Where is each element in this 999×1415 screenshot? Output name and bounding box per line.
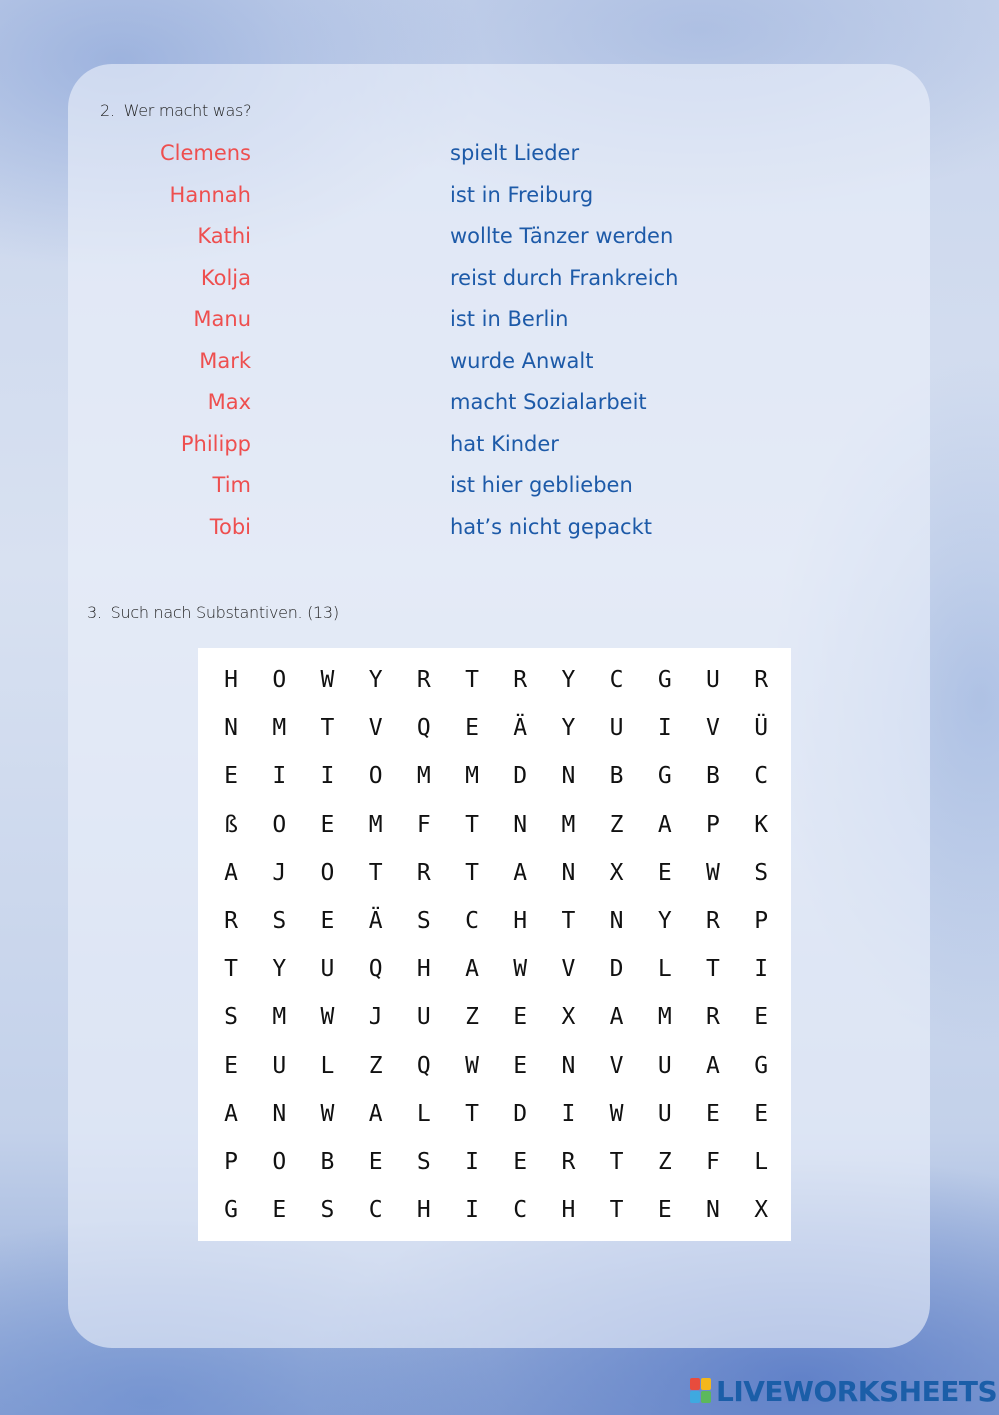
name-item[interactable]: Kolja	[200, 265, 251, 290]
grid-letter[interactable]: A	[609, 1004, 624, 1031]
grid-letter[interactable]: T	[224, 956, 239, 983]
grid-letter[interactable]: T	[609, 1148, 624, 1175]
grid-letter[interactable]: N	[224, 715, 239, 742]
grid-letter[interactable]: U	[272, 1052, 287, 1079]
grid-letter[interactable]: B	[609, 763, 624, 790]
grid-letter[interactable]: A	[513, 859, 528, 886]
grid-row	[207, 1186, 785, 1234]
activities-column	[450, 137, 850, 552]
grid-letter[interactable]: I	[657, 715, 672, 742]
grid-letter[interactable]: W	[465, 1052, 479, 1079]
grid-letter[interactable]: H	[513, 908, 528, 935]
grid-letter[interactable]: W	[513, 956, 528, 983]
grid-letter[interactable]: O	[272, 667, 287, 694]
grid-letter[interactable]: S	[224, 1004, 239, 1031]
grid-letter[interactable]: S	[416, 908, 431, 935]
grid-letter[interactable]: E	[754, 1100, 769, 1127]
grid-letter[interactable]: E	[224, 1052, 239, 1079]
grid-letter[interactable]: T	[465, 859, 479, 886]
grid-letter[interactable]: N	[706, 1197, 720, 1224]
grid-letter[interactable]: T	[465, 667, 479, 694]
grid-letter[interactable]: M	[272, 715, 287, 742]
activity-item[interactable]: spielt Lieder	[450, 141, 580, 165]
grid-letter[interactable]: S	[272, 908, 287, 935]
grid-letter[interactable]: Z	[609, 811, 624, 838]
grid-letter[interactable]: Y	[657, 908, 672, 935]
exercise-2-number: 2.	[100, 101, 115, 120]
grid-letter[interactable]: T	[465, 1100, 479, 1127]
grid-letter[interactable]: U	[416, 1004, 431, 1031]
grid-letter[interactable]: P	[706, 811, 720, 838]
grid-letter[interactable]: W	[609, 1100, 624, 1127]
grid-letter[interactable]: E	[465, 715, 479, 742]
grid-letter[interactable]: M	[465, 763, 479, 790]
logo-text: LIVEWORKSHEETS	[716, 1374, 998, 1408]
grid-letter[interactable]: U	[657, 1100, 672, 1127]
grid-letter[interactable]: X	[561, 1004, 576, 1031]
grid-letter[interactable]: I	[465, 1148, 479, 1175]
name-item[interactable]: Hannah	[169, 182, 251, 207]
grid-letter[interactable]: Q	[416, 715, 431, 742]
grid-row	[207, 752, 785, 800]
grid-letter[interactable]: T	[368, 859, 383, 886]
grid-letter[interactable]: V	[368, 715, 383, 742]
grid-letter[interactable]: ß	[224, 811, 239, 838]
grid-letter[interactable]: J	[368, 1004, 383, 1031]
grid-letter[interactable]: Z	[465, 1004, 479, 1031]
grid-letter[interactable]: C	[754, 763, 769, 790]
name-item[interactable]: Kathi	[197, 224, 251, 248]
grid-letter[interactable]: H	[416, 956, 431, 983]
grid-letter[interactable]: G	[657, 763, 672, 790]
grid-letter[interactable]: V	[609, 1052, 624, 1079]
grid-letter[interactable]: W	[320, 667, 335, 694]
grid-letter[interactable]: T	[561, 908, 576, 935]
grid-letter[interactable]: E	[320, 908, 335, 935]
name-item[interactable]: Tim	[212, 473, 251, 497]
grid-letter[interactable]: L	[657, 956, 672, 983]
grid-row	[207, 945, 785, 993]
grid-letter[interactable]: Y	[561, 715, 576, 742]
grid-letter[interactable]: N	[561, 763, 576, 790]
grid-letter[interactable]: J	[272, 859, 287, 886]
grid-letter[interactable]: R	[416, 667, 431, 694]
grid-letter[interactable]: W	[320, 1100, 335, 1127]
grid-letter[interactable]: S	[754, 859, 769, 886]
grid-letter[interactable]: E	[706, 1100, 720, 1127]
grid-letter[interactable]: R	[706, 1004, 720, 1031]
grid-letter[interactable]: M	[368, 811, 383, 838]
grid-letter[interactable]: G	[657, 667, 672, 694]
grid-letter[interactable]: I	[561, 1100, 576, 1127]
grid-letter[interactable]: L	[754, 1148, 769, 1175]
grid-letter[interactable]: I	[465, 1197, 479, 1224]
grid-letter[interactable]: F	[706, 1148, 720, 1175]
grid-letter[interactable]: P	[224, 1148, 239, 1175]
exercise-2-title: Wer macht was?	[123, 101, 252, 120]
word-search-grid	[198, 648, 791, 1241]
grid-letter[interactable]: V	[561, 956, 576, 983]
grid-letter[interactable]: R	[561, 1148, 576, 1175]
grid-letter[interactable]: Z	[368, 1052, 383, 1079]
grid-letter[interactable]: S	[416, 1148, 431, 1175]
grid-letter[interactable]: N	[561, 859, 576, 886]
grid-letter[interactable]: T	[465, 811, 479, 838]
grid-letter[interactable]: E	[272, 1197, 287, 1224]
grid-letter[interactable]: R	[706, 908, 720, 935]
grid-letter[interactable]: Y	[561, 667, 576, 694]
grid-letter[interactable]: O	[272, 1148, 287, 1175]
activity-item[interactable]: ist in Berlin	[450, 307, 569, 331]
grid-letter[interactable]: F	[416, 811, 431, 838]
grid-letter[interactable]: C	[465, 908, 479, 935]
grid-letter[interactable]: C	[513, 1197, 528, 1224]
name-item[interactable]: Clemens	[159, 141, 251, 165]
name-item[interactable]: Mark	[199, 348, 251, 373]
grid-letter[interactable]: H	[416, 1197, 431, 1224]
grid-row	[207, 801, 785, 849]
grid-letter[interactable]: Ä	[513, 715, 528, 742]
grid-letter[interactable]: U	[706, 667, 720, 694]
grid-row	[207, 656, 785, 704]
grid-row	[207, 993, 785, 1041]
grid-letter[interactable]: L	[320, 1052, 335, 1079]
grid-letter[interactable]: C	[609, 667, 624, 694]
grid-letter[interactable]: E	[513, 1004, 528, 1031]
grid-letter[interactable]: W	[706, 859, 720, 886]
name-item[interactable]: Philipp	[180, 431, 251, 456]
grid-row	[207, 1042, 785, 1090]
grid-letter[interactable]: Q	[368, 956, 383, 983]
grid-letter[interactable]: A	[368, 1100, 383, 1127]
grid-letter[interactable]: A	[657, 811, 672, 838]
grid-letter[interactable]: O	[320, 859, 335, 886]
name-item[interactable]: Manu	[193, 307, 251, 331]
grid-letter[interactable]: A	[224, 1100, 239, 1127]
grid-letter[interactable]: T	[320, 715, 335, 742]
grid-letter[interactable]: E	[320, 811, 335, 838]
liveworksheets-logo[interactable]	[690, 1374, 997, 1408]
grid-letter[interactable]: E	[368, 1148, 383, 1175]
word-search-table	[207, 656, 785, 1234]
grid-letter[interactable]: X	[754, 1197, 769, 1224]
activity-item[interactable]: wurde Anwalt	[450, 348, 594, 373]
grid-letter[interactable]: U	[657, 1052, 672, 1079]
grid-letter[interactable]: E	[513, 1148, 528, 1175]
grid-letter[interactable]: Ü	[754, 715, 769, 742]
grid-letter[interactable]: S	[320, 1197, 335, 1224]
grid-letter[interactable]: B	[706, 763, 720, 790]
grid-letter[interactable]: C	[368, 1197, 383, 1224]
grid-letter[interactable]: I	[272, 763, 287, 790]
grid-letter[interactable]: V	[706, 715, 720, 742]
grid-letter[interactable]: Y	[368, 667, 383, 694]
names-column	[100, 137, 251, 552]
activity-item[interactable]: reist durch Frankreich	[450, 265, 679, 290]
grid-letter[interactable]: I	[320, 763, 335, 790]
grid-letter[interactable]: E	[657, 1197, 672, 1224]
grid-letter[interactable]: Z	[657, 1148, 672, 1175]
exercise-3-heading	[87, 603, 339, 622]
grid-letter[interactable]: M	[272, 1004, 287, 1031]
grid-letter[interactable]: R	[754, 667, 769, 694]
grid-row	[207, 1138, 785, 1186]
grid-letter[interactable]: X	[609, 859, 624, 886]
grid-letter[interactable]: L	[416, 1100, 431, 1127]
grid-letter[interactable]: N	[513, 811, 528, 838]
grid-row	[207, 1090, 785, 1138]
grid-letter[interactable]: K	[754, 811, 769, 838]
grid-letter[interactable]: D	[513, 1100, 528, 1127]
activity-item[interactable]: ist in Freiburg	[450, 182, 594, 207]
grid-letter[interactable]: I	[754, 956, 769, 983]
grid-letter[interactable]: A	[465, 956, 479, 983]
grid-letter[interactable]: Ä	[368, 908, 383, 935]
grid-letter[interactable]: O	[368, 763, 383, 790]
grid-letter[interactable]: M	[561, 811, 576, 838]
grid-letter[interactable]: E	[754, 1004, 769, 1031]
name-item[interactable]: Max	[207, 390, 251, 414]
activity-item[interactable]: ist hier geblieben	[450, 473, 633, 497]
grid-letter[interactable]: R	[416, 859, 431, 886]
grid-letter[interactable]: H	[224, 667, 239, 694]
grid-letter[interactable]: N	[561, 1052, 576, 1079]
grid-letter[interactable]: H	[561, 1197, 576, 1224]
activity-item[interactable]: macht Sozialarbeit	[450, 390, 647, 414]
grid-letter[interactable]: U	[320, 956, 335, 983]
grid-letter[interactable]: A	[706, 1052, 720, 1079]
grid-letter[interactable]: M	[657, 1004, 672, 1031]
activity-item[interactable]: hat’s nicht gepackt	[450, 514, 653, 539]
grid-letter[interactable]: M	[416, 763, 431, 790]
grid-letter[interactable]: T	[609, 1197, 624, 1224]
name-item[interactable]: Tobi	[209, 514, 251, 539]
grid-letter[interactable]: D	[609, 956, 624, 983]
grid-letter[interactable]: N	[609, 908, 624, 935]
grid-letter[interactable]: T	[706, 956, 720, 983]
grid-letter[interactable]: U	[609, 715, 624, 742]
liveworksheets-logo-icon	[690, 1378, 712, 1404]
grid-letter[interactable]: R	[513, 667, 528, 694]
grid-letter[interactable]: W	[320, 1004, 335, 1031]
grid-letter[interactable]: G	[754, 1052, 769, 1079]
exercise-2-heading	[100, 101, 251, 120]
grid-letter[interactable]: B	[320, 1148, 335, 1175]
exercise-3-number: 3.	[87, 603, 102, 622]
grid-letter[interactable]: G	[224, 1197, 239, 1224]
grid-letter[interactable]: Q	[416, 1052, 431, 1079]
grid-letter[interactable]: A	[224, 859, 239, 886]
exercise-3-title: Such nach Substantiven. (13)	[110, 603, 339, 622]
grid-letter[interactable]: N	[272, 1100, 287, 1127]
grid-letter[interactable]: O	[272, 811, 287, 838]
grid-row	[207, 704, 785, 752]
grid-letter[interactable]: E	[513, 1052, 528, 1079]
grid-letter[interactable]: P	[754, 908, 769, 935]
activity-item[interactable]: wollte Tänzer werden	[450, 224, 674, 248]
activity-item[interactable]: hat Kinder	[450, 431, 559, 456]
grid-letter[interactable]: E	[657, 859, 672, 886]
grid-letter[interactable]: Y	[272, 956, 287, 983]
grid-row	[207, 849, 785, 897]
grid-row	[207, 897, 785, 945]
grid-letter[interactable]: D	[513, 763, 528, 790]
grid-letter[interactable]: R	[224, 908, 239, 935]
grid-letter[interactable]: E	[224, 763, 239, 790]
